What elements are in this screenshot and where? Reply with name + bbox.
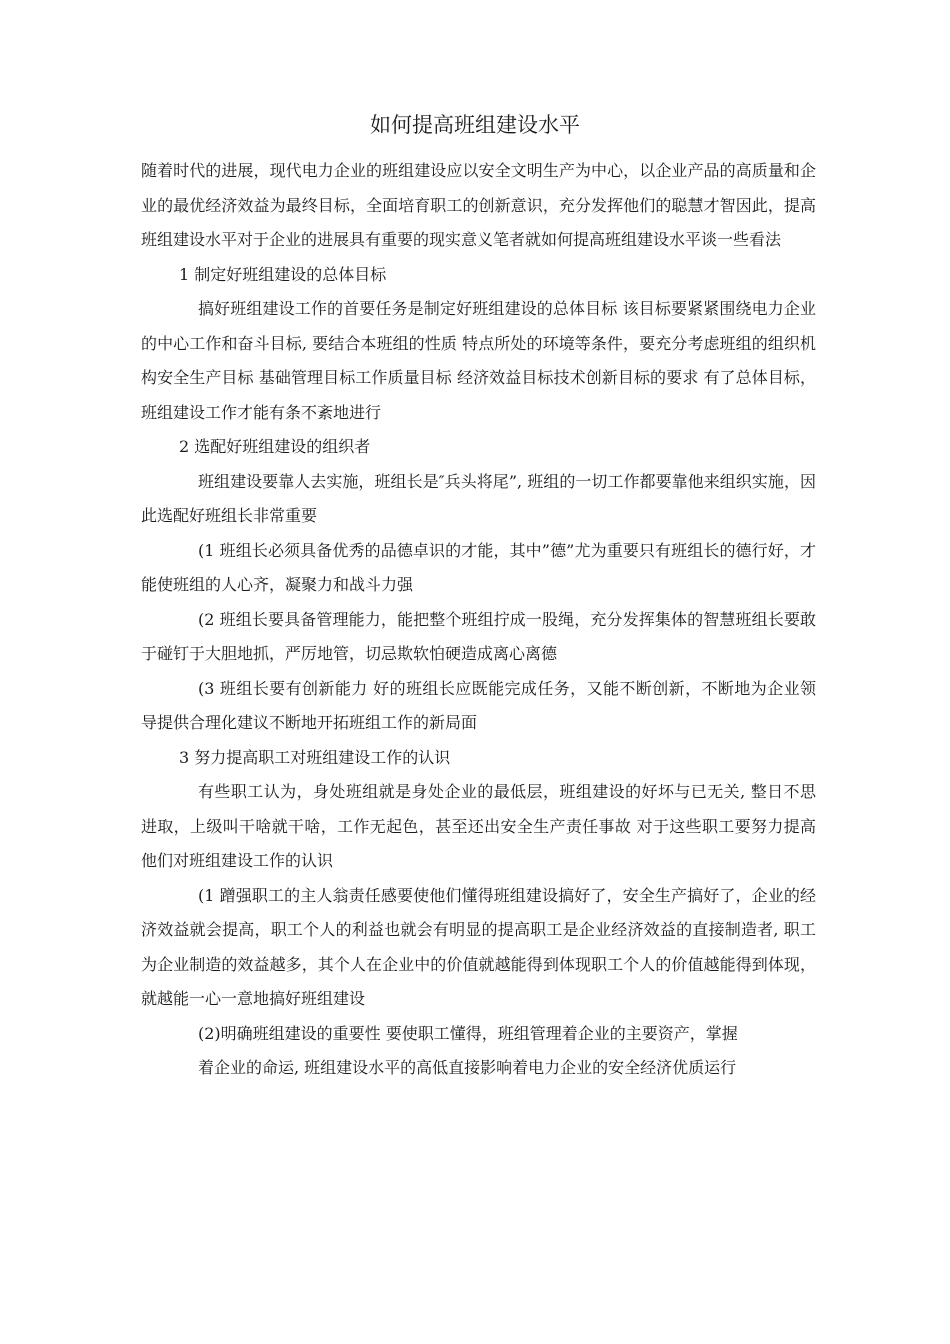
body-paragraph: 班组建设要靠人去实施，班组长是″兵头将尾”, 班组的一切工作都要靠他来组织实施，因此选配好班组长非常重要 — [141, 471, 816, 525]
section-heading-3: 3 努力提高职工对班组建设工作的认识 — [179, 747, 451, 767]
list-item-paragraph: (1 蹭强职工的主人翁责任感要使他们懂得班组建设搞好了，安全生产搞好了，企业的经济效益就会提高，职工个人的利益也就会有明显的提高职工是企业经济效益的直接制造者, 职工为企业制造的效益越多，其个人在企业中的价值就越能得到体现职工个人的价值越能得到体现，就越能一心一意地搞好班组建设 — [141, 885, 816, 1008]
section-heading-2: 2 选配好班组建设的组织者 — [179, 437, 371, 456]
list-item-paragraph: (1 班组长必须具备优秀的品德卓识的才能，其中”德”尤为重要只有班组长的德行好，才能使班组的人心齐，凝聚力和战斗力强 — [141, 540, 816, 594]
document-body — [141, 154, 816, 1086]
intro-paragraph: 随着时代的进展，现代电力企业的班组建设应以安全文明生产为中心，以企业产品的高质量和企业的最优经济效益为最终目标，全面培育职工的创新意识，充分发挥他们的聪慧才智因此，提高班组建设水平对于企业的进展具有重要的现实意义笔者就如何提高班组建设水平谈一些看法 — [141, 161, 816, 249]
list-item-paragraph: (3 班组长要有创新能力 好的班组长应既能完成任务，又能不断创新，不断地为企业领导提供合理化建议不断地开拓班组工作的新局面 — [141, 678, 816, 732]
document-title: 如何提高班组建设水平 — [370, 113, 580, 137]
list-item-paragraph: (2)明确班组建设的重要性 要使职工懂得，班组管理着企业的主要资产，掌握 — [198, 1023, 738, 1043]
body-paragraph: 搞好班组建设工作的首要任务是制定好班组建设的总体目标 该目标要紧紧围绕电力企业的中心工作和奋斗目标, 要结合本班组的性质 特点所处的环境等条件，要充分考虑班组的组织机构安全生产目标 基础管理目标工作质量目标 经济效益目标技术创新目标的要求 有了总体目标，班组建设工作才能有条不紊地进行 — [141, 299, 816, 422]
list-item-paragraph: (2 班组长要具备管理能力，能把整个班组拧成一股绳，充分发挥集体的智慧班组长要敢于碰钉于大胆地抓，严厉地管，切忌欺软怕硬造成离心离德 — [141, 609, 816, 663]
section-heading-1: 1 制定好班组建设的总体目标 — [179, 264, 387, 284]
body-paragraph-continued: 着企业的命运, 班组建设水平的高低直接影响着电力企业的安全经济优质运行 — [198, 1058, 737, 1077]
body-paragraph: 有些职工认为，身处班组就是身处企业的最低层，班组建设的好坏与已无关, 整日不思进取，上级叫干啥就干啥，工作无起色，甚至还出安全生产责任事故 对于这些职工要努力提高他们对班组建设工作的认识 — [141, 782, 816, 870]
